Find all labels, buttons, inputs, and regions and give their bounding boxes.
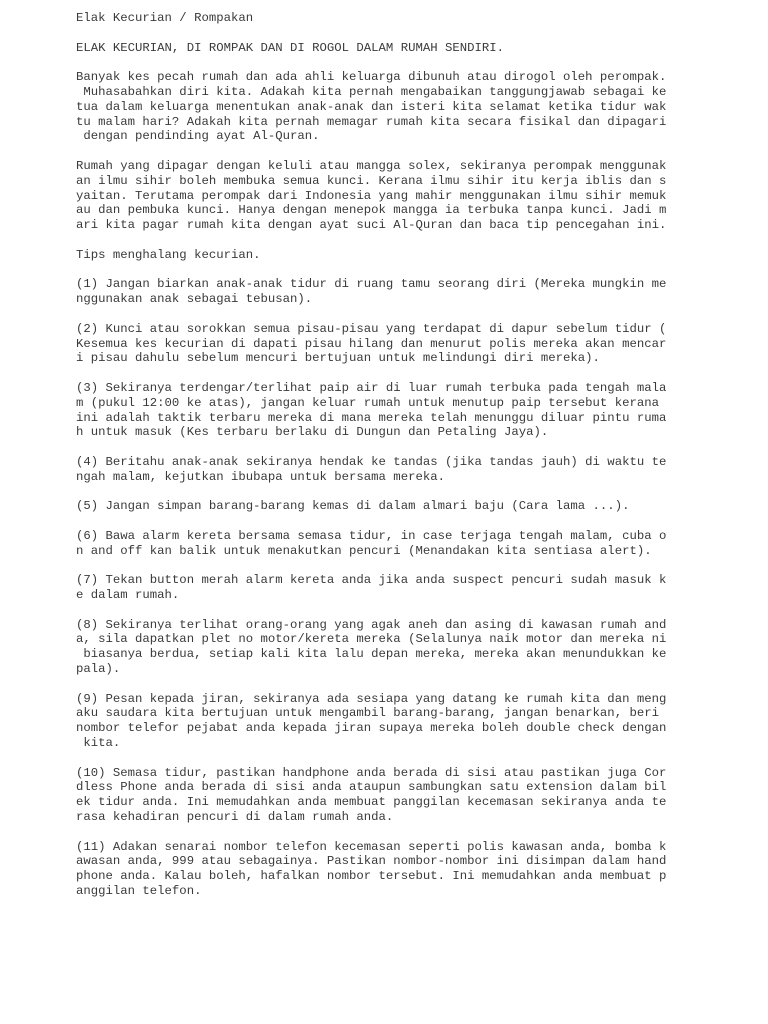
document-heading: ELAK KECURIAN, DI ROMPAK DAN DI ROGOL DALAM RUMAH SENDIRI.	[76, 40, 505, 55]
tip-line: (8) Sekiranya terlihat orang-orang yang agak aneh dan asing di kawasan rumah and	[76, 617, 667, 632]
tip-line: anggilan telefon.	[76, 884, 202, 899]
paragraph-line: an ilmu sihir boleh membuka semua kunci. Kerana ilmu sihir itu kerja iblis dan s	[76, 173, 667, 188]
tip-item	[76, 322, 716, 366]
paragraph-line: ari kita pagar rumah kita dengan ayat suci Al-Quran dan baca tip pencegahan ini.	[76, 218, 667, 233]
second-paragraph	[76, 159, 716, 233]
intro-line: tua dalam keluarga menentukan anak-anak dan isteri kita selamat ketika tidur wak	[76, 99, 667, 114]
tip-line: biasanya berdua, setiap kali kita lalu depan mereka, mereka akan menundukkan ke	[76, 647, 667, 662]
tip-line: (3) Sekiranya terdengar/terlihat paip air di luar rumah terbuka pada tengah mala	[76, 380, 667, 395]
intro-paragraph	[76, 70, 716, 144]
tips-heading: Tips menghalang kecurian.	[76, 247, 261, 262]
tip-item	[76, 692, 716, 751]
paragraph-line: au dan pembuka kunci. Hanya dengan menepok mangga ia terbuka tanpa kunci. Jadi m	[76, 203, 667, 218]
intro-line: dengan pendinding ayat Al-Quran.	[76, 129, 320, 144]
tip-line: ek tidur anda. Ini memudahkan anda membuat panggilan kecemasan sekiranya anda te	[76, 795, 667, 810]
tip-line: m (pukul 12:00 ke atas), jangan keluar rumah untuk menutup paip tersebut kerana	[76, 395, 659, 410]
tip-line: (9) Pesan kepada jiran, sekiranya ada sesiapa yang datang ke rumah kita dan meng	[76, 691, 667, 706]
tip-item	[76, 381, 716, 440]
tip-line: (11) Adakan senarai nombor telefon kecemasan seperti polis kawasan anda, bomba k	[76, 839, 667, 854]
tip-line: awasan anda, 999 atau sebagainya. Pastikan nombor-nombor ini disimpan dalam hand	[76, 854, 667, 869]
tip-line: pala).	[76, 662, 121, 677]
tip-line: (7) Tekan button merah alarm kereta anda jika anda suspect pencuri sudah masuk k	[76, 573, 667, 588]
tip-item	[76, 618, 716, 677]
tip-line: Kesemua kes kecurian di dapati pisau hilang dan menurut polis mereka akan mencar	[76, 336, 667, 351]
tip-line: (1) Jangan biarkan anak-anak tidur di ruang tamu seorang diri (Mereka mungkin me	[76, 277, 667, 292]
tip-item	[76, 573, 716, 603]
tip-line: h untuk masuk (Kes terbaru berlaku di Dungun dan Petaling Jaya).	[76, 425, 549, 440]
tip-line: rasa kehadiran pencuri di dalam rumah anda.	[76, 810, 394, 825]
tip-item	[76, 499, 716, 514]
intro-line: tu malam hari? Adakah kita pernah memagar rumah kita secara fisikal dan dipagari	[76, 114, 667, 129]
tip-item	[76, 455, 716, 485]
intro-line: Muhasabahkan diri kita. Adakah kita pernah mengabaikan tanggungjawab sebagai ke	[76, 84, 667, 99]
tip-item	[76, 840, 716, 899]
tip-line: nggunakan anak sebagai tebusan).	[76, 292, 313, 307]
tip-line: kita.	[76, 736, 121, 751]
tip-line: nombor telefor pejabat anda kepada jiran supaya mereka boleh double check dengan	[76, 721, 667, 736]
document-page	[76, 11, 716, 914]
tip-line: (2) Kunci atau sorokkan semua pisau-pisau yang terdapat di dapur sebelum tidur (	[76, 321, 667, 336]
tip-line: (10) Semasa tidur, pastikan handphone anda berada di sisi atau pastikan juga Cor	[76, 765, 667, 780]
tip-line: dless Phone anda berada di sisi anda ataupun sambungkan satu extension dalam bil	[76, 780, 667, 795]
document-header: Elak Kecurian / Rompakan	[76, 11, 254, 25]
tip-line: (6) Bawa alarm kereta bersama semasa tidur, in case terjaga tengah malam, cuba o	[76, 528, 667, 543]
tip-item	[76, 529, 716, 559]
tip-line: e dalam rumah.	[76, 588, 180, 603]
tip-item	[76, 766, 716, 825]
document-heading-block	[76, 41, 716, 56]
paragraph-line: Rumah yang dipagar dengan keluli atau mangga solex, sekiranya perompak menggunak	[76, 158, 667, 173]
intro-line: Banyak kes pecah rumah dan ada ahli keluarga dibunuh atau dirogol oleh perompak.	[76, 70, 667, 85]
document-header-block	[76, 11, 716, 26]
tip-item	[76, 277, 716, 307]
tip-line: phone anda. Kalau boleh, hafalkan nombor tersebut. Ini memudahkan anda membuat p	[76, 869, 667, 884]
paragraph-line: yaitan. Terutama perompak dari Indonesia yang mahir menggunakan ilmu sihir memuk	[76, 188, 667, 203]
tips-heading-block	[76, 248, 716, 263]
tip-line: aku saudara kita bertujuan untuk mengambil barang-barang, jangan benarkan, beri	[76, 706, 659, 721]
tip-line: n and off kan balik untuk menakutkan pencuri (Menandakan kita sentiasa alert).	[76, 543, 652, 558]
tip-line: (4) Beritahu anak-anak sekiranya hendak ke tandas (jika tandas jauh) di waktu te	[76, 454, 667, 469]
tip-line: (5) Jangan simpan barang-barang kemas di dalam almari baju (Cara lama ...).	[76, 499, 630, 514]
tip-line: ngah malam, kejutkan ibubapa untuk bersama mereka.	[76, 469, 445, 484]
tip-line: ini adalah taktik terbaru mereka di mana mereka telah menunggu diluar pintu ruma	[76, 410, 667, 425]
tip-line: a, sila dapatkan plet no motor/kereta mereka (Selalunya naik motor dan mereka ni	[76, 632, 667, 647]
tip-line: i pisau dahulu sebelum mencuri bertujuan untuk melindungi diri mereka).	[76, 351, 600, 366]
